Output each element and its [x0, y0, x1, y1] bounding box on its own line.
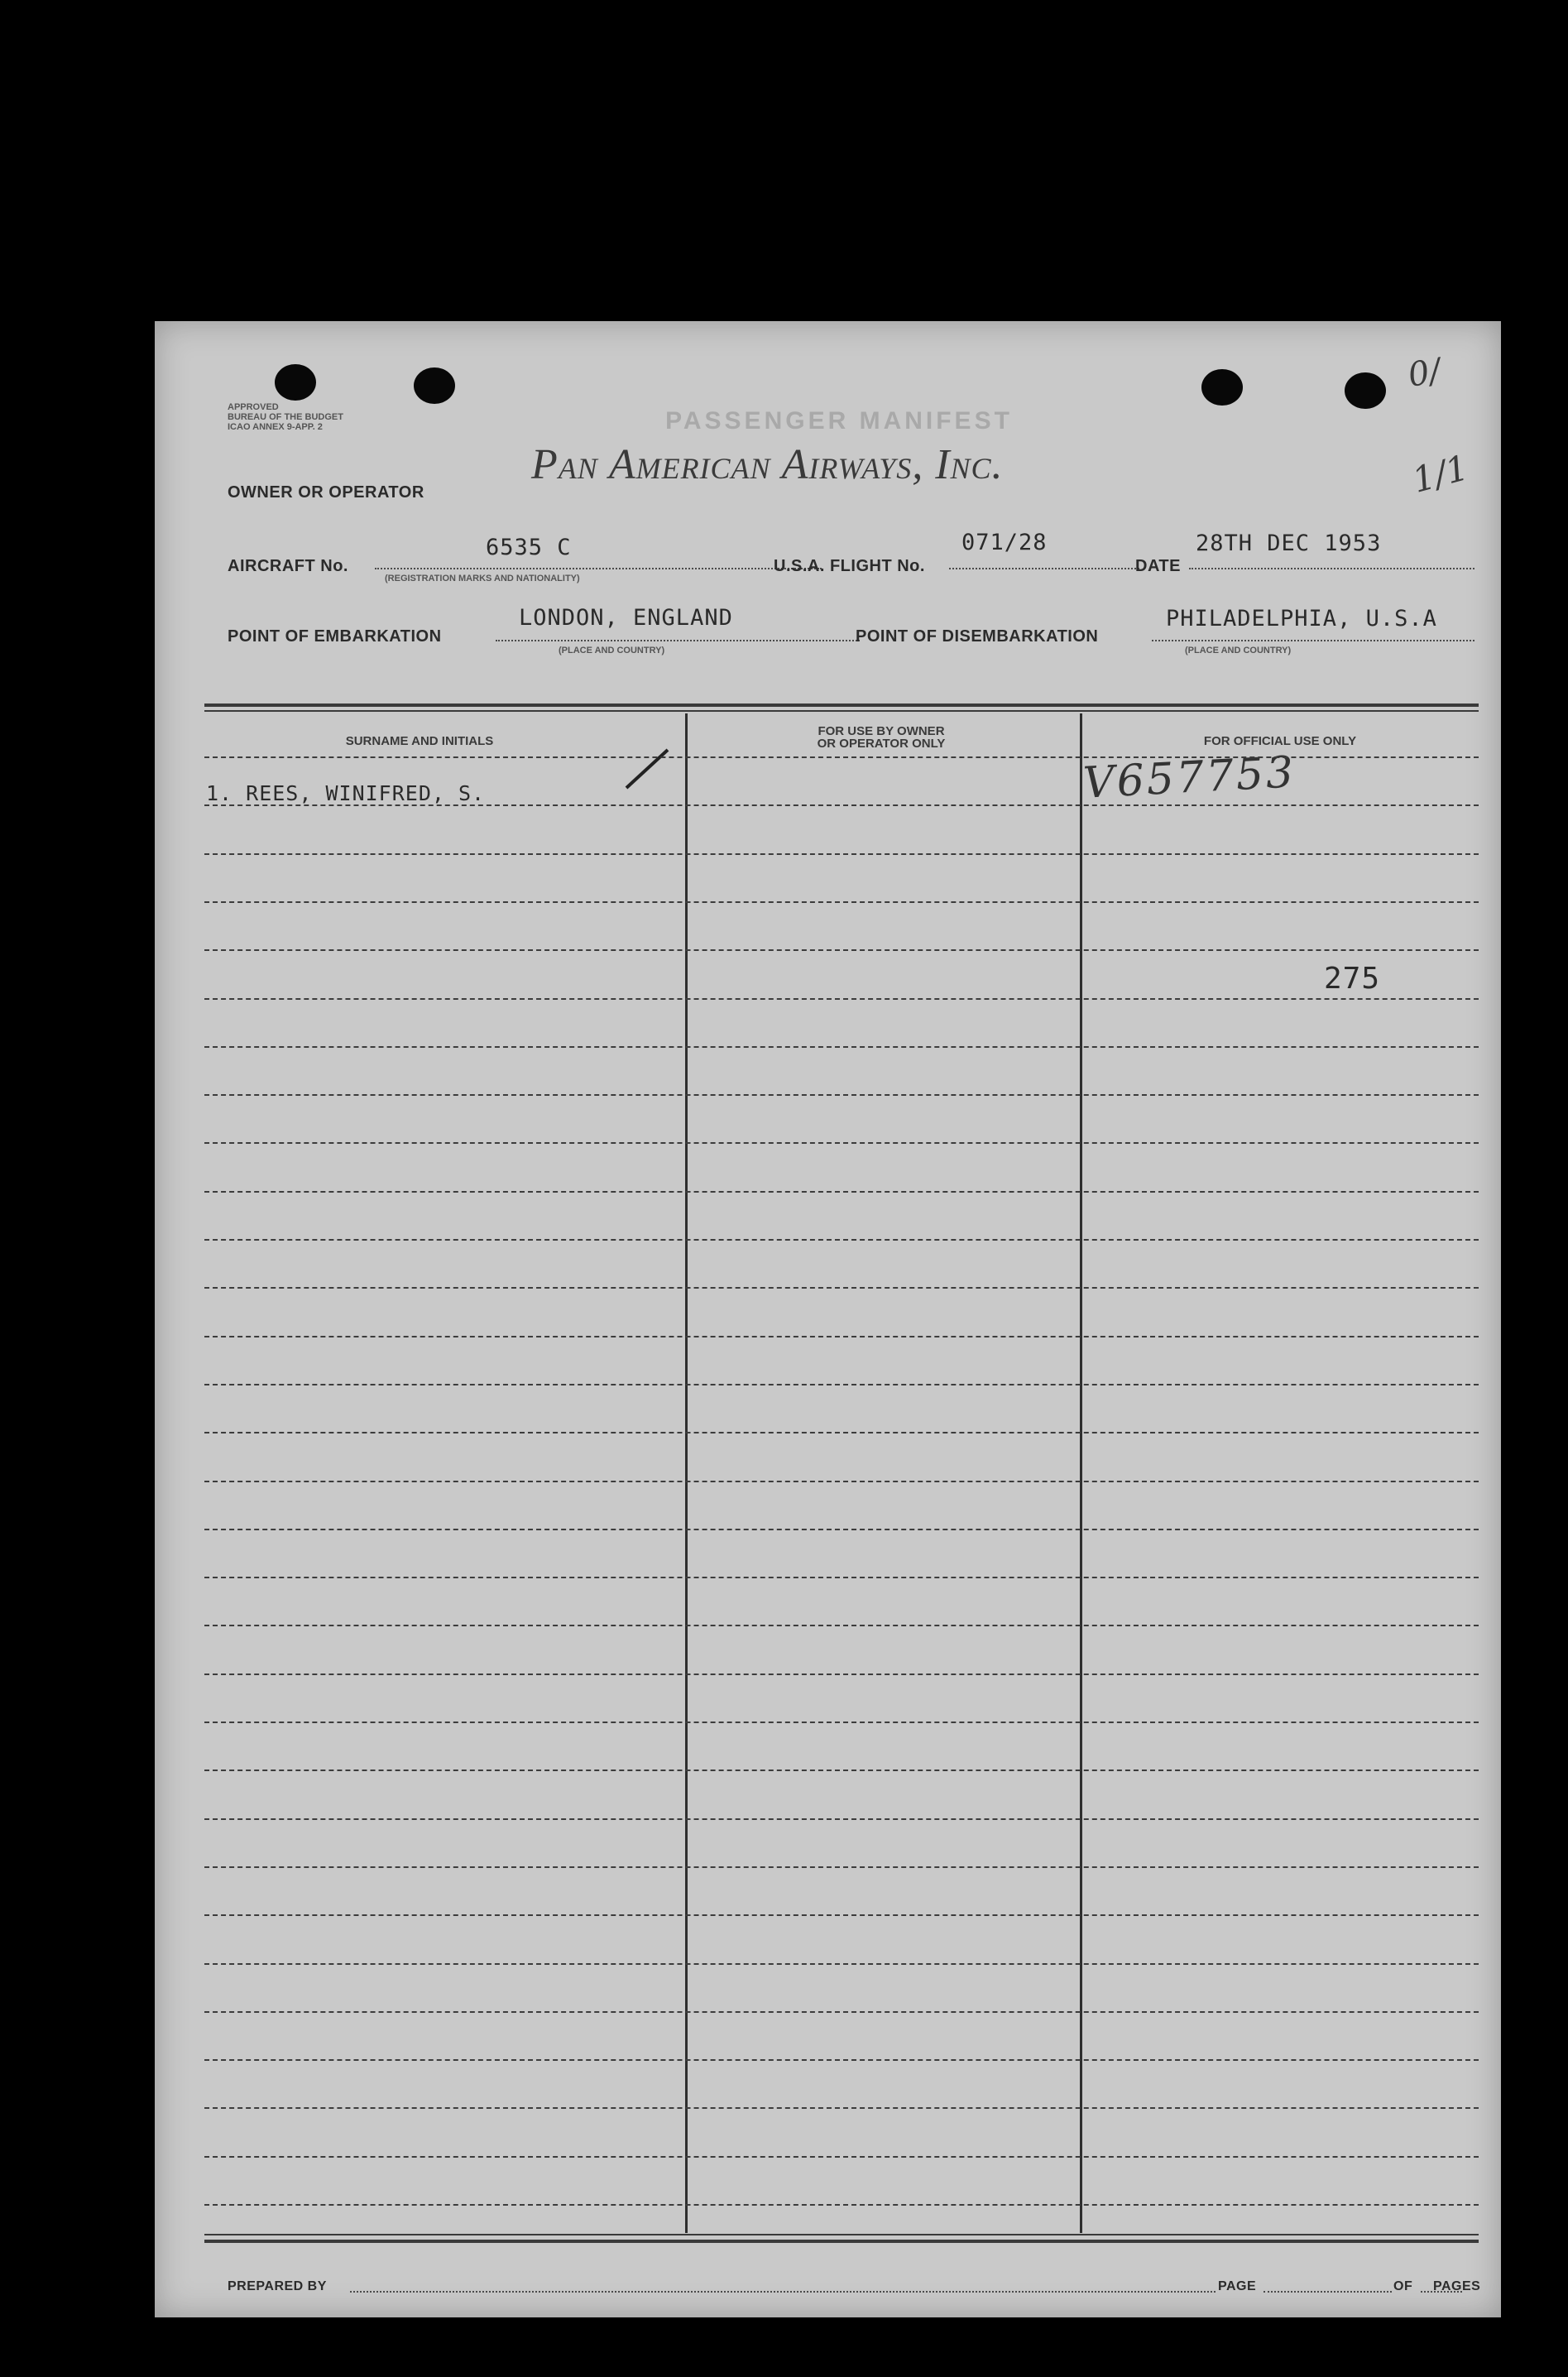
column-header-surname: SURNAME AND INITIALS	[345, 734, 494, 748]
ruled-line	[204, 1094, 1479, 1096]
ruled-line	[204, 1336, 1479, 1337]
disembarkation-sub: (PLACE AND COUNTRY)	[1185, 646, 1292, 655]
check-mark-icon	[622, 745, 672, 795]
ruled-line	[204, 1722, 1479, 1723]
approval-line: ICAO ANNEX 9-APP. 2	[228, 422, 323, 432]
corner-annotation: 0/	[1405, 351, 1444, 396]
embarkation-sub: (PLACE AND COUNTRY)	[559, 646, 665, 655]
ruled-line	[204, 1914, 1479, 1916]
ruled-line	[204, 2204, 1479, 2206]
ruled-line	[204, 949, 1479, 951]
aircraft-number: 6535 C	[486, 535, 572, 560]
page-fraction-annotation: 1/1	[1407, 447, 1473, 501]
column-header-owner-line: FOR USE BY OWNER	[818, 724, 945, 738]
ruled-line	[204, 1287, 1479, 1289]
prepared-by-line	[350, 2291, 1216, 2293]
punch-hole	[275, 364, 316, 401]
punch-hole	[1345, 372, 1386, 409]
company-name: Pan American Airways, Inc.	[531, 441, 1004, 488]
ruled-line	[204, 1963, 1479, 1965]
ruled-line	[204, 1625, 1479, 1626]
column-divider	[1080, 713, 1082, 2233]
page-line	[1264, 2291, 1392, 2293]
table-top-rule	[204, 703, 1479, 707]
approval-line: APPROVED	[228, 402, 279, 412]
table-bottom-rule	[204, 2240, 1479, 2243]
approval-note	[228, 402, 343, 432]
punch-hole	[1201, 369, 1243, 406]
ruled-line	[204, 1529, 1479, 1530]
passenger-check-mark	[622, 745, 672, 798]
manifest-page	[155, 321, 1501, 2317]
ruled-line	[204, 1770, 1479, 1771]
column-header-official: FOR OFFICIAL USE ONLY	[1203, 734, 1357, 748]
ruled-line	[204, 1142, 1479, 1144]
aircraft-line	[375, 568, 822, 569]
date-line	[1189, 568, 1474, 569]
prepared-by-label: PREPARED BY	[228, 2279, 327, 2293]
ruled-line	[204, 756, 1479, 758]
ruled-line	[204, 1866, 1479, 1868]
ruled-line	[204, 2107, 1479, 2109]
stamp-number: 275	[1324, 962, 1381, 996]
ruled-line	[204, 804, 1479, 806]
embarkation-label: POINT OF EMBARKATION	[228, 627, 442, 646]
embarkation-line	[496, 640, 860, 641]
disembarkation-label: POINT OF DISEMBARKATION	[856, 627, 1099, 646]
ruled-line	[204, 2156, 1479, 2158]
aircraft-sub: (REGISTRATION MARKS AND NATIONALITY)	[385, 574, 580, 583]
ruled-line	[204, 2011, 1479, 2013]
approval-line: BUREAU OF THE BUDGET	[228, 412, 343, 422]
ruled-line	[204, 1046, 1479, 1048]
date-label: DATE	[1135, 557, 1181, 575]
aircraft-label: AIRCRAFT No.	[228, 557, 348, 575]
column-divider	[685, 713, 688, 2233]
flight-number: 071/28	[961, 530, 1048, 555]
pages-label: PAGES	[1433, 2279, 1481, 2293]
ruled-line	[204, 1384, 1479, 1385]
ruled-line	[204, 853, 1479, 855]
flight-line	[949, 568, 1139, 569]
form-title: PASSENGER MANIFEST	[665, 407, 1013, 435]
punch-hole	[414, 367, 455, 404]
ruled-line	[204, 1674, 1479, 1675]
ruled-line	[204, 2059, 1479, 2061]
table-bottom-rule	[204, 2234, 1479, 2235]
table-top-rule	[204, 710, 1479, 712]
disembarkation-line	[1152, 640, 1474, 641]
disembarkation-value: PHILADELPHIA, U.S.A	[1166, 606, 1437, 631]
ruled-line	[204, 1818, 1479, 1820]
passenger-line: 1. REES, WINIFRED, S.	[206, 781, 486, 805]
column-header-owner-line: OR OPERATOR ONLY	[817, 737, 946, 751]
ruled-line	[204, 1239, 1479, 1241]
page-label: PAGE	[1218, 2279, 1257, 2293]
of-label: OF	[1393, 2279, 1413, 2293]
ruled-line	[204, 998, 1479, 1000]
official-number: V657753	[1081, 747, 1297, 809]
ruled-line	[204, 1577, 1479, 1578]
owner-label: OWNER OR OPERATOR	[228, 483, 424, 502]
ruled-line	[204, 1191, 1479, 1193]
embarkation-value: LONDON, ENGLAND	[519, 605, 733, 631]
column-header-owner	[687, 725, 1076, 750]
ruled-line	[204, 901, 1479, 903]
date-value: 28TH DEC 1953	[1196, 531, 1382, 556]
ruled-line	[204, 1481, 1479, 1482]
ruled-line	[204, 1432, 1479, 1433]
flight-label: U.S.A. FLIGHT No.	[774, 557, 925, 575]
